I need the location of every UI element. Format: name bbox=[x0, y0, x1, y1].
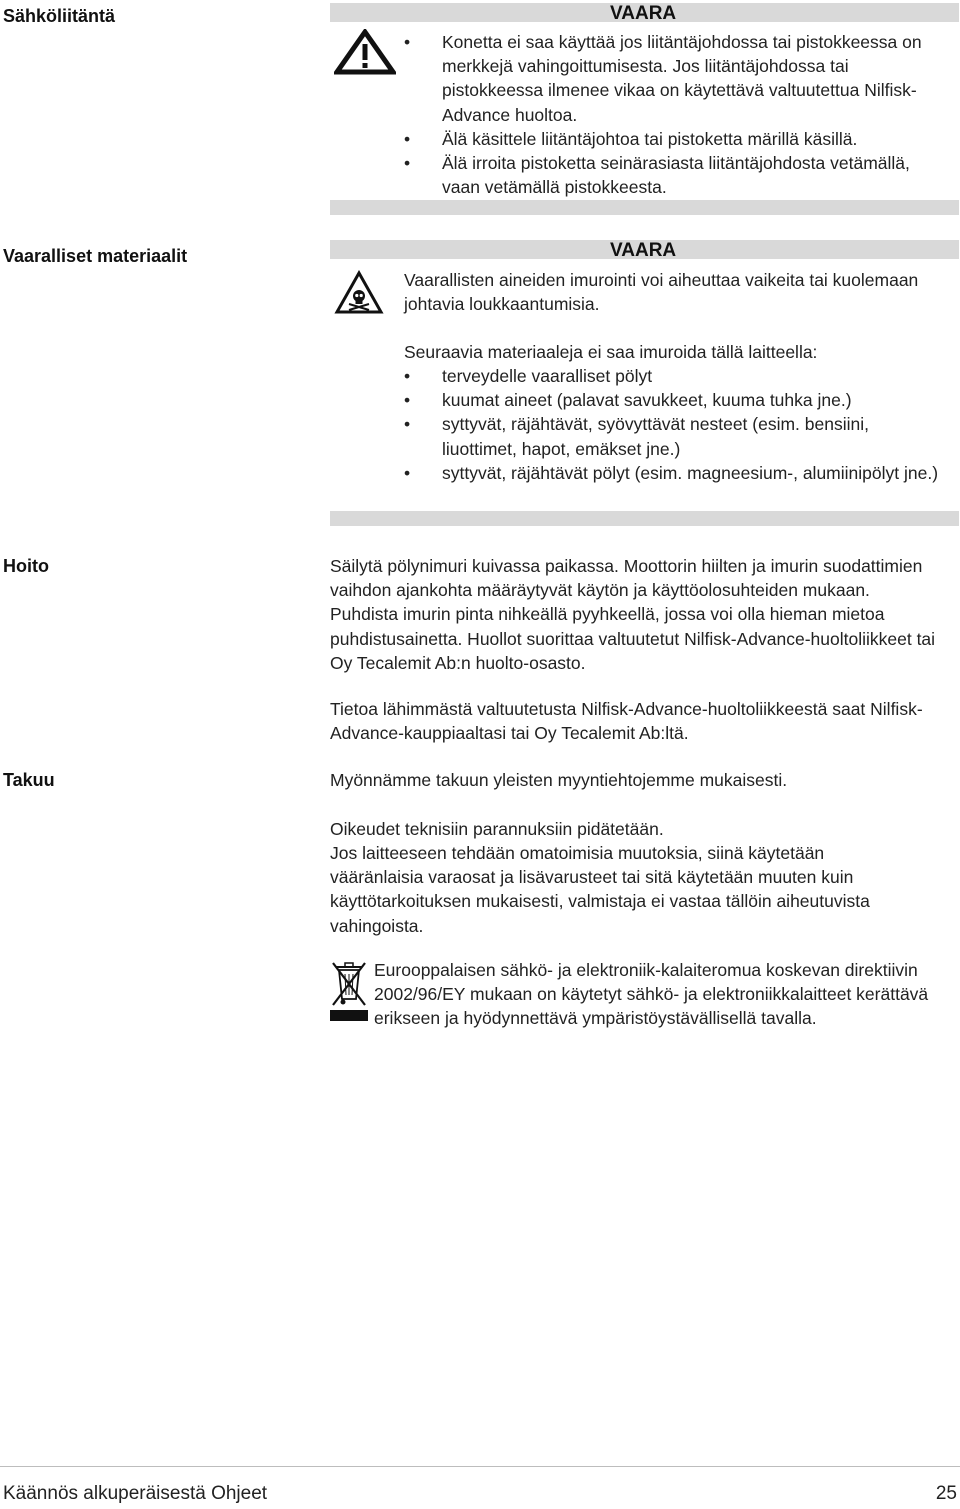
care-paragraph: Säilytä pölynimuri kuivassa paikassa. Moottorin hiilten ja imurin suodattimien vaihdon ajankohta määräytyvät käytön ja käyttöolosuhteiden mukaan. Puhdista imurin pinta nihkeällä pyyhkeellä, jossa voi olla hieman mietoa puhdistusainetta. Huollot suorittaa valtuutetut Nilfisk-Advance-huoltoliikkeet tai Oy Tecalemit Ab:n huolto-osasto. bbox=[330, 556, 936, 673]
list-item: • kuumat aineet (palavat savukkeet, kuuma tuhka jne.) bbox=[404, 388, 939, 412]
list-item: • syttyvät, räjähtävät pölyt (esim. magneesium-, alumiinipölyt jne.) bbox=[404, 461, 939, 485]
hazardous-warning-text: Vaarallisten aineiden imurointi voi aiheuttaa vaikeita tai kuolemaan johtavia loukkaantumisia. bbox=[404, 270, 919, 315]
warranty-paragraph: Jos laitteeseen tehdään omatoimisia muutoksia, siinä käytetään vääränlaisia varaosat ja lisävarusteet tai sitä käytetään muuten kuin käyttötarkoituksen mukaisesti, valmistaja ei vastaa tällöin aiheutuvista vahingoista. bbox=[330, 843, 870, 936]
section-title-electrical: Sähköliitäntä bbox=[3, 6, 116, 26]
section-divider bbox=[330, 511, 959, 526]
footer-divider bbox=[0, 1466, 960, 1467]
warning-label-hazardous: VAARA bbox=[610, 240, 677, 261]
list-item: • Älä irroita pistoketta seinärasiasta liitäntäjohdosta vetämällä, vaan vetämällä pistokkeesta. bbox=[404, 151, 949, 199]
section-title-warranty: Takuu bbox=[3, 770, 55, 790]
list-item: • Konetta ei saa käyttää jos liitäntäjohdossa tai pistokkeessa on merkkejä vahingoittumisesta. Jos liitäntäjohdossa tai pistokkeessa ilmenee vikaa on käytettävä valtuutettua Nilfisk-Advance huoltoa. bbox=[404, 30, 949, 127]
warranty-paragraph: Oikeudet teknisiin parannuksiin pidätetään. bbox=[330, 819, 664, 839]
warning-label-electrical: VAARA bbox=[610, 3, 677, 24]
weee-notice bbox=[330, 958, 960, 1031]
hazardous-intro: Seuraavia materiaaleja ei saa imuroida tällä laitteella: bbox=[404, 342, 818, 362]
list-item: • terveydelle vaaralliset pölyt bbox=[404, 364, 939, 388]
weee-text: Eurooppalaisen sähkö- ja elektroniik-kalaiteromua koskevan direktiivin 2002/96/EY mukaan on käytetyt sähkö- ja elektroniikkalaitteet kerättävä erikseen ja hyödynnettävä ympäristöystävällisellä tavalla. bbox=[374, 960, 929, 1029]
page-number: 25 bbox=[935, 1483, 957, 1504]
skull-crossbones-icon bbox=[334, 270, 384, 316]
warning-triangle-icon bbox=[334, 29, 396, 75]
warranty-paragraph: Myönnämme takuun yleisten myyntiehtojemme mukaisesti. bbox=[330, 770, 788, 790]
list-item: • Älä käsittele liitäntäjohtoa tai pistoketta märillä käsillä. bbox=[404, 127, 949, 151]
crossed-out-bin-icon bbox=[330, 959, 368, 1025]
footer-text: Käännös alkuperäisestä Ohjeet bbox=[3, 1483, 268, 1504]
care-paragraph: Tietoa lähimmästä valtuutetusta Nilfisk-Advance-huoltoliikkeestä saat Nilfisk-Advance-kauppiaaltasi tai Oy Tecalemit Ab:ltä. bbox=[330, 699, 923, 744]
list-item: • syttyvät, räjähtävät, syövyttävät nesteet (esim. bensiini, liuottimet, hapot, emäkset jne.) bbox=[404, 412, 939, 460]
hazardous-bullet-list bbox=[404, 364, 939, 485]
section-title-hazardous: Vaaralliset materiaalit bbox=[3, 246, 188, 266]
section-title-care: Hoito bbox=[3, 556, 49, 576]
electrical-bullet-list bbox=[404, 30, 949, 199]
section-divider bbox=[330, 200, 959, 215]
